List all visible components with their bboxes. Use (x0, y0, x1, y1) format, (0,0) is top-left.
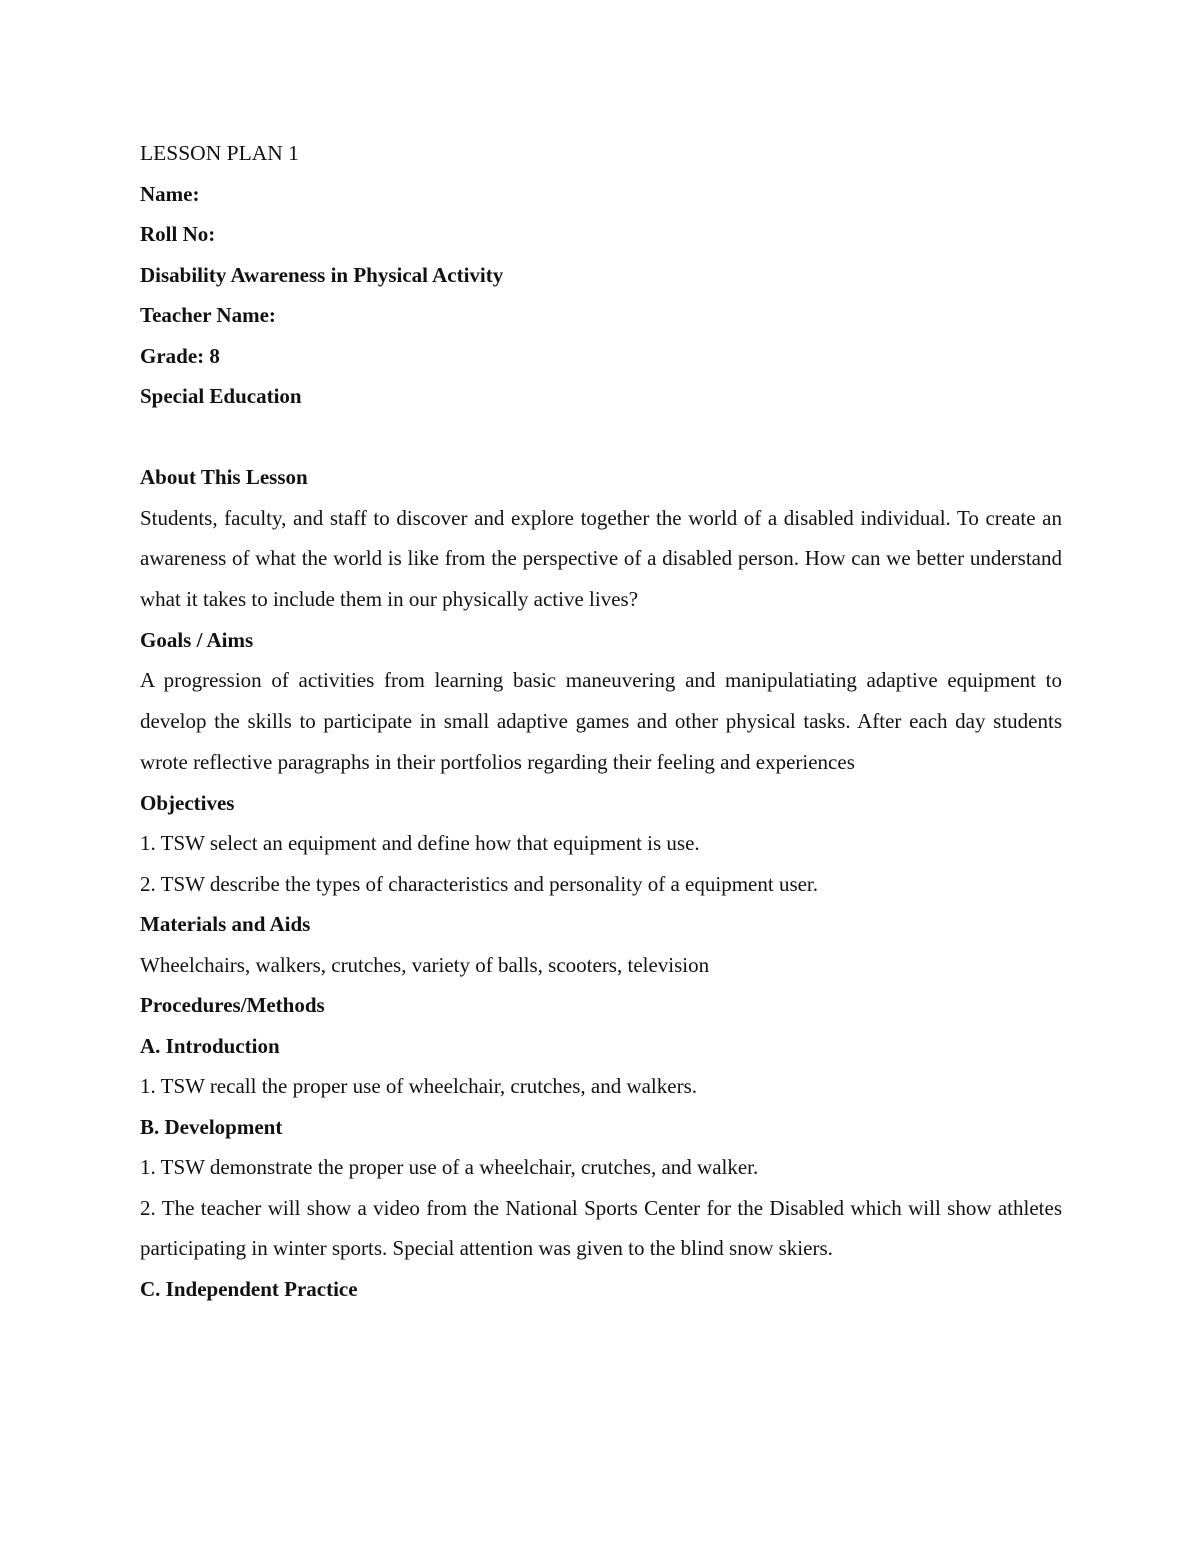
development-item: 1. TSW demonstrate the proper use of a wheelchair, crutches, and walker. (140, 1155, 759, 1180)
roll-number-label: Roll No: (140, 222, 216, 246)
department-label: Special Education (140, 384, 302, 408)
procedures-heading: Procedures/Methods (140, 993, 325, 1018)
introduction-heading: A. Introduction (140, 1033, 280, 1058)
about-text: Students, faculty, and staff to discover and explore together the world of a disabled individual. To create an awareness of what the world is like from the perspective of a disabled person. How can we better understand what it takes to include them in our physically active lives? (140, 505, 1062, 612)
lesson-subject: Disability Awareness in Physical Activity (140, 262, 504, 287)
materials-text: Wheelchairs, walkers, crutches, variety of balls, scooters, television (140, 952, 710, 977)
grade-label: Grade: 8 (140, 343, 220, 368)
objective-item: 1. TSW select an equipment and define how that equipment is use. (140, 831, 700, 856)
development-heading: B. Development (140, 1114, 283, 1139)
about-heading: About This Lesson (140, 465, 308, 489)
teacher-name-label: Teacher Name: (140, 303, 276, 327)
document-page (140, 133, 1062, 1309)
goals-heading: Goals / Aims (140, 627, 254, 652)
materials-heading: Materials and Aids (140, 912, 311, 937)
goals-text: A progression of activities from learning basic maneuvering and manipulatiating adaptive equipment to develop the skills to participate in small adaptive games and other physical tasks. After each day students wrote reflective paragraphs in their portfolios regarding their feeling and experiences (140, 668, 1062, 774)
objectives-heading: Objectives (140, 790, 235, 815)
name-label: Name: (140, 181, 200, 206)
independent-practice-heading: C. Independent Practice (140, 1276, 358, 1301)
blank-line (140, 417, 1062, 458)
introduction-item: 1. TSW recall the proper use of wheelchair, crutches, and walkers. (140, 1074, 698, 1099)
objective-item: 2. TSW describe the types of characteristics and personality of a equipment user. (140, 871, 819, 896)
lesson-title: LESSON PLAN 1 (140, 141, 299, 165)
development-item: 2. The teacher will show a video from the National Sports Center for the Disabled which will show athletes participating in winter sports. Special attention was given to the blind snow skiers. (140, 1195, 1062, 1261)
